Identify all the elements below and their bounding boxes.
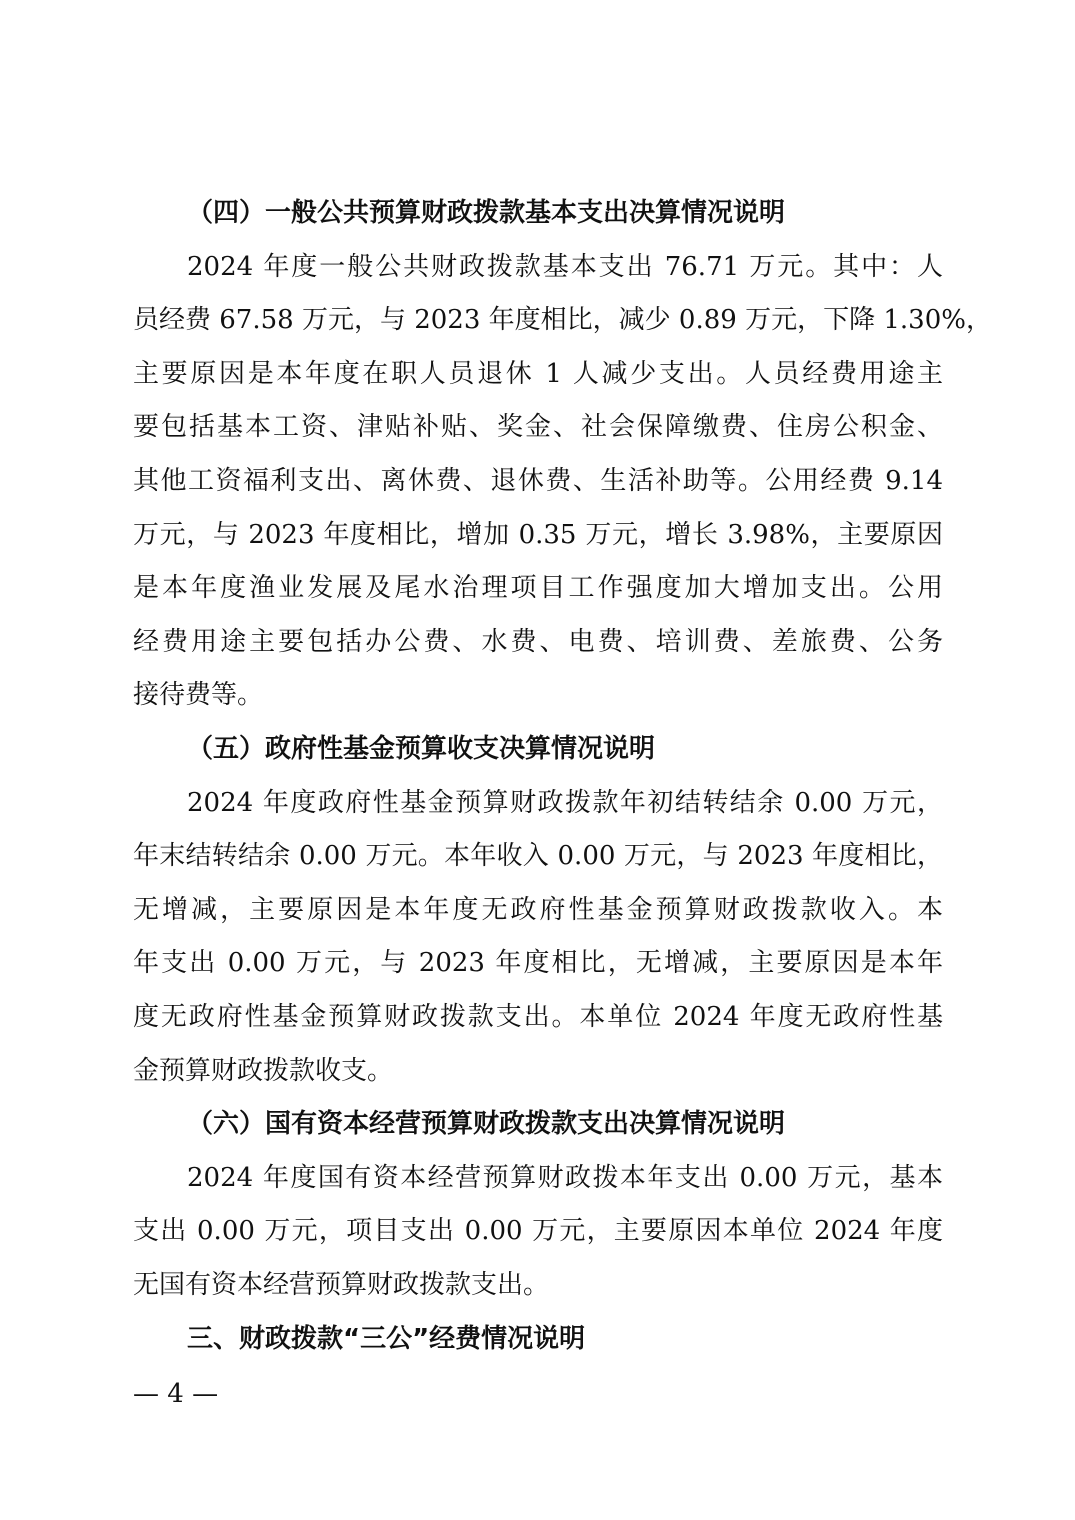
paragraph-line: 度无政府性基金预算财政拨款支出。本单位 2024 年度无政府性基 bbox=[133, 1002, 943, 1032]
paragraph-line: 主要原因是本年度在职人员退休 1 人减少支出。人员经费用途主 bbox=[133, 358, 943, 389]
paragraph-line: 员经费 67.58 万元，与 2023 年度相比，减少 0.89 万元，下降 1.30%， bbox=[133, 305, 992, 336]
paragraph-line: 金预算财政拨款收支。 bbox=[133, 1055, 394, 1086]
paragraph-line: 年末结转结余 0.00 万元。本年收入 0.00 万元，与 2023 年度相比， bbox=[133, 841, 943, 872]
paragraph-line: 2024 年度国有资本经营预算财政拨本年支出 0.00 万元，基本 bbox=[187, 1162, 943, 1193]
paragraph-line: 万元，与 2023 年度相比，增加 0.35 万元，增长 3.98%，主要原因 bbox=[133, 519, 943, 550]
paragraph-line: 接待费等。 bbox=[133, 680, 264, 711]
paragraph-line: 无国有资本经营预算财政拨款支出。 bbox=[133, 1270, 550, 1300]
paragraph-line: 无增减，主要原因是本年度无政府性基金预算财政拨款收入。本 bbox=[133, 894, 943, 925]
paragraph-line: 要包括基本工资、津贴补贴、奖金、社会保障缴费、住房公积金、 bbox=[133, 412, 943, 443]
paragraph-line: 支出 0.00 万元，项目支出 0.00 万元，主要原因本单位 2024 年度 bbox=[133, 1216, 943, 1247]
page-number: — 4 — bbox=[133, 1379, 219, 1409]
paragraph-line: 是本年度渔业发展及尾水治理项目工作强度加大增加支出。公用 bbox=[133, 573, 943, 604]
section-heading: （六）国有资本经营预算财政拨款支出决算情况说明 bbox=[187, 1109, 786, 1140]
paragraph-line: 经费用途主要包括办公费、水费、电费、培训费、差旅费、公务 bbox=[133, 626, 943, 657]
paragraph-line: 年支出 0.00 万元，与 2023 年度相比，无增减，主要原因是本年 bbox=[133, 948, 943, 979]
section-heading: （五）政府性基金预算收支决算情况说明 bbox=[187, 734, 656, 764]
paragraph-line: 2024 年度一般公共财政拨款基本支出 76.71 万元。其中：人 bbox=[187, 251, 943, 282]
section-heading: 三、财政拨款“三公”经费情况说明 bbox=[187, 1323, 586, 1354]
paragraph-line: 2024 年度政府性基金预算财政拨款年初结转结余 0.00 万元， bbox=[187, 787, 943, 818]
section-heading: （四）一般公共预算财政拨款基本支出决算情况说明 bbox=[187, 198, 786, 228]
paragraph-line: 其他工资福利支出、离休费、退休费、生活补助等。公用经费 9.14 bbox=[133, 466, 943, 496]
